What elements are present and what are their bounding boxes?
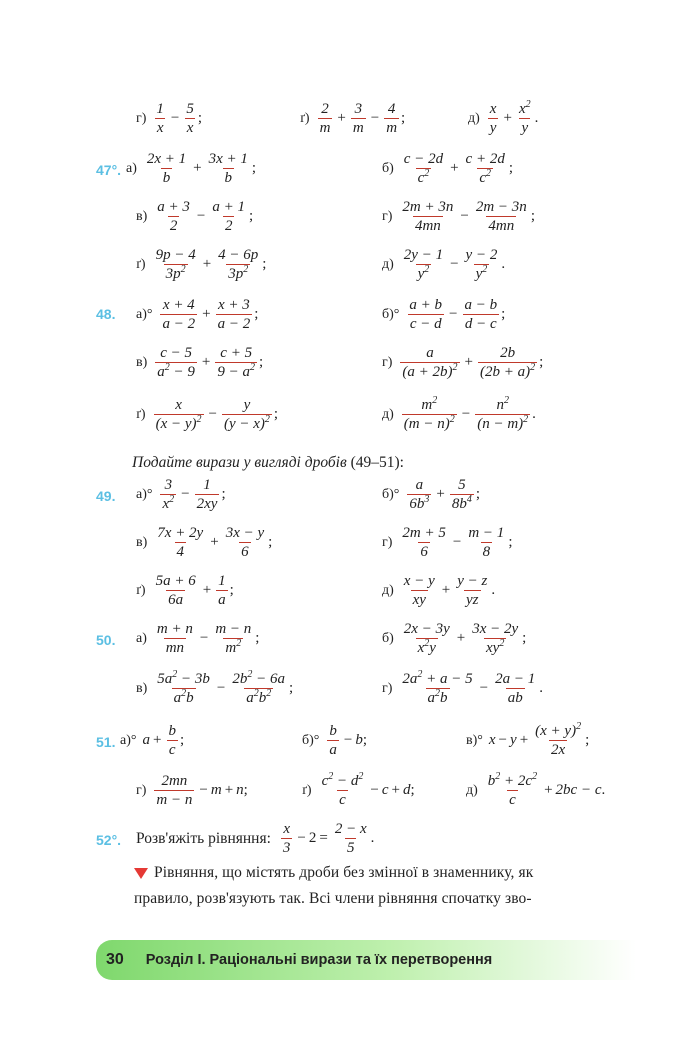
exercise-49-b: б)° $\frac{a}{6b^3}$ + $\frac{5}{8b^4}$ ; — [382, 477, 481, 512]
exercise-number: 48. — [96, 306, 116, 322]
math-expression: $\frac{m + n}{mn}$ − $\frac{m - n}{m^2}$ ; — [156, 621, 260, 656]
math-expression: x − y + $\frac{(x + y)^2}{2x}$ ; — [488, 721, 590, 758]
math-expression: $\frac{x - y}{xy}$ + $\frac{y - z}{yz}$ . — [403, 573, 496, 608]
solution-paragraph-line1: Рівняння, що містять дроби без змінної в знаменнику, як — [134, 864, 533, 882]
math-expression: $\frac{x + 4}{a - 2}$ + $\frac{x + 3}{a - 2}$ ; — [162, 297, 259, 332]
math-expression: $\frac{x}{(x - y)^2}$ − $\frac{y}{(y - x)^2}$ ; — [155, 397, 279, 432]
math-expression: $\frac{a + b}{c - d}$ − $\frac{a - b}{d - c}$ ; — [409, 297, 506, 332]
math-expression: $\frac{2}{m}$ + $\frac{3}{m}$ − $\frac{4}{m}$ ; — [319, 101, 406, 136]
exercise-51-b: б)° $\frac{b}{a}$ − b ; — [302, 723, 368, 758]
math-expression: $\frac{a}{6b^3}$ + $\frac{5}{8b^4}$ ; — [409, 477, 481, 512]
exercise-49-d: д) $\frac{x - y}{xy}$ + $\frac{y - z}{yz}$ . — [382, 573, 496, 608]
exercise-50-b: б) $\frac{2x - 3y}{x^2y}$ + $\frac{3x - 2y}{xy^2}$ ; — [382, 621, 527, 656]
exercise-47-gg: ґ) $\frac{9p - 4}{3p^2}$ + $\frac{4 - 6p}{3p^2}$ ; — [136, 247, 267, 282]
exercise-number: 47°. — [96, 162, 122, 178]
math-expression: $\frac{2m + 5}{6}$ − $\frac{m - 1}{8}$ ; — [402, 525, 513, 560]
math-expression: $\frac{1}{x}$ − $\frac{5}{x}$ ; — [156, 101, 203, 136]
chapter-title: Розділ І. Раціональні вирази та їх перетворення — [145, 952, 493, 968]
exercise-47-v: в) $\frac{a + 3}{2}$ − $\frac{a + 1}{2}$ ; — [136, 199, 254, 234]
exercise-49-a: а)° $\frac{3}{x^2}$ − $\frac{1}{2xy}$ ; — [136, 477, 226, 512]
exercise-number: 51. — [96, 734, 116, 750]
exercise-number: 49. — [96, 488, 116, 504]
exercise-48-a: а)° $\frac{x + 4}{a - 2}$ + $\frac{x + 3}{a - 2}$ ; — [136, 297, 259, 332]
math-expression: $\frac{5a^2 - 3b}{a^2b}$ − $\frac{2b^2 - 6a}{a^2b^2}$ ; — [157, 669, 294, 706]
exercise-number: 50. — [96, 632, 116, 648]
math-expression: $\frac{c^2 - d^2}{c}$ − c + d ; — [321, 771, 415, 808]
math-expression: $\frac{c - 2d}{c^2}$ + $\frac{c + 2d}{c^2}$ ; — [403, 151, 513, 186]
exercise-48-gg: ґ) $\frac{x}{(x - y)^2}$ − $\frac{y}{(y - x)^2}$ ; — [136, 397, 279, 432]
math-expression: $\frac{m^2}{(m - n)^2}$ − $\frac{n^2}{(n - m)^2}$ . — [403, 395, 536, 432]
solution-paragraph-line2: правило, розв'язують так. Всі члени рівняння спочатку зво- — [134, 890, 532, 907]
exercise-49-g: г) $\frac{2m + 5}{6}$ − $\frac{m - 1}{8}$ ; — [382, 525, 513, 560]
exercise-48-v: в) $\frac{c - 5}{a^2 - 9}$ + $\frac{c + 5}{9 - a^2}$ ; — [136, 345, 264, 380]
math-expression: $\frac{7x + 2y}{4}$ + $\frac{3x - y}{6}$ ; — [157, 525, 273, 560]
exercise-51-g: г) $\frac{2mn}{m - n}$ − m + n ; — [136, 773, 248, 808]
math-expression: $\frac{5a + 6}{6a}$ + $\frac{1}{a}$ ; — [155, 573, 234, 608]
math-expression: $\frac{2x - 3y}{x^2y}$ + $\frac{3x - 2y}{xy^2}$ ; — [403, 621, 527, 656]
math-expression: $\frac{9p - 4}{3p^2}$ + $\frac{4 - 6p}{3p^2}$ ; — [155, 247, 267, 282]
exercise-49-v: в) $\frac{7x + 2y}{4}$ + $\frac{3x - y}{6}$ ; — [136, 525, 273, 560]
exercise-51-v: в)° x − y + $\frac{(x + y)^2}{2x}$ ; — [466, 721, 590, 758]
exercise-47-d: д) $\frac{2y - 1}{y^2}$ − $\frac{y - 2}{y^2}$ . — [382, 247, 506, 282]
math-expression: $\frac{a}{(a + 2b)^2}$ + $\frac{2b}{(2b + a)^2}$ ; — [402, 345, 544, 380]
math-expression: $\frac{b^2 + 2c^2}{c}$ + 2bc − c . — [487, 771, 606, 808]
math-expression: $\frac{2a^2 + a - 5}{a^2b}$ − $\frac{2a - 1}{ab}$ . — [402, 669, 543, 706]
exercise-48-g: г) $\frac{a}{(a + 2b)^2}$ + $\frac{2b}{(2b + a)^2}$ ; — [382, 345, 544, 380]
exercise-51-a: а)° a + $\frac{b}{c}$ ; — [120, 723, 185, 758]
exercise-50-a: а) $\frac{m + n}{mn}$ − $\frac{m - n}{m^2}$ ; — [136, 621, 260, 656]
exercise-47-a: а) $\frac{2x + 1}{b}$ + $\frac{3x + 1}{b}$ ; — [126, 151, 257, 186]
exercise-46-g: г) $\frac{1}{x}$ − $\frac{5}{x}$ ; — [136, 101, 203, 136]
math-expression: $\frac{3}{x^2}$ − $\frac{1}{2xy}$ ; — [162, 477, 226, 512]
exercise-47-b: б) $\frac{c - 2d}{c^2}$ + $\frac{c + 2d}{c^2}$ ; — [382, 151, 513, 186]
math-expression: $\frac{c - 5}{a^2 - 9}$ + $\frac{c + 5}{9 - a^2}$ ; — [157, 345, 264, 380]
math-expression: a + $\frac{b}{c}$ ; — [142, 723, 185, 758]
exercise-47-g: г) $\frac{2m + 3n}{4mn}$ − $\frac{2m - 3n}{4mn}$ ; — [382, 199, 535, 234]
exercise-number: 52°. — [96, 832, 122, 848]
math-expression: $\frac{x}{y}$ + $\frac{x^2}{y}$ . — [489, 99, 539, 136]
exercise-51-gg: ґ) $\frac{c^2 - d^2}{c}$ − c + d ; — [302, 771, 415, 808]
math-expression: $\frac{2x + 1}{b}$ + $\frac{3x + 1}{b}$ ; — [146, 151, 257, 186]
exercise-50-v: в) $\frac{5a^2 - 3b}{a^2b}$ − $\frac{2b^2 - 6a}{a^2b^2}$ ; — [136, 669, 294, 706]
section-intro: Подайте вирази у вигляді дробів (49–51): — [132, 454, 404, 471]
exercise-46-d: д) $\frac{x}{y}$ + $\frac{x^2}{y}$ . — [468, 99, 539, 136]
page-number: 30 — [106, 951, 124, 968]
exercise-46-gg: ґ) $\frac{2}{m}$ + $\frac{3}{m}$ − $\frac{4}{m}$ ; — [300, 101, 406, 136]
math-expression: $\frac{2y - 1}{y^2}$ − $\frac{y - 2}{y^2}$ . — [403, 247, 506, 282]
exercise-49-gg: ґ) $\frac{5a + 6}{6a}$ + $\frac{1}{a}$ ; — [136, 573, 234, 608]
math-expression: $\frac{x}{3}$ − 2 = $\frac{2 - x}{5}$ . — [282, 821, 375, 856]
math-expression: $\frac{2mn}{m - n}$ − m + n ; — [156, 773, 248, 808]
page-footer — [96, 940, 636, 980]
math-expression: $\frac{2m + 3n}{4mn}$ − $\frac{2m - 3n}{4mn}$ ; — [402, 199, 535, 234]
math-expression: $\frac{a + 3}{2}$ − $\frac{a + 1}{2}$ ; — [157, 199, 254, 234]
exercise-51-d: д) $\frac{b^2 + 2c^2}{c}$ + 2bc − c . — [466, 771, 606, 808]
exercise-50-g: г) $\frac{2a^2 + a - 5}{a^2b}$ − $\frac{2a - 1}{ab}$ . — [382, 669, 543, 706]
exercise-52: Розв'яжіть рівняння: $\frac{x}{3}$ − 2 = $\frac{2 - x}{5}$ . — [136, 821, 375, 856]
exercise-48-b: б)° $\frac{a + b}{c - d}$ − $\frac{a - b}{d - c}$ ; — [382, 297, 506, 332]
math-expression: $\frac{b}{a}$ − b ; — [329, 723, 368, 758]
triangle-marker-icon — [134, 868, 148, 879]
exercise-48-d: д) $\frac{m^2}{(m - n)^2}$ − $\frac{n^2}{(n - m)^2}$ . — [382, 395, 536, 432]
